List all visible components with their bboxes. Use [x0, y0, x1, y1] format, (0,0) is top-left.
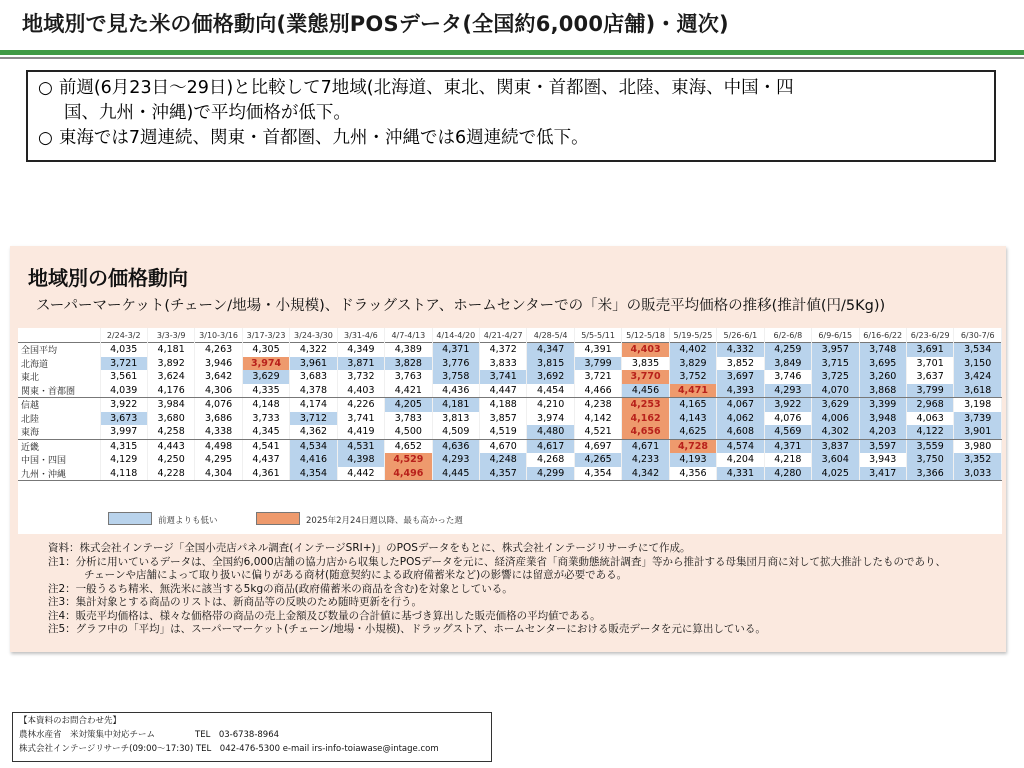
table-header-corner — [18, 328, 100, 343]
week-header: 5/12-5/18 — [622, 328, 669, 343]
week-header: 3/10-3/16 — [195, 328, 242, 343]
note-line: 注3：集計対象とする商品のリストは、新商品等の反映のため随時更新を行う。 — [48, 596, 422, 608]
price-cell: 4,148 — [242, 398, 289, 412]
price-cell: 3,534 — [954, 343, 1002, 357]
panel-title: 地域別の価格動向 — [28, 266, 188, 290]
price-cell: 4,670 — [480, 439, 527, 453]
price-cell: 4,437 — [242, 453, 289, 467]
price-cell: 4,447 — [480, 384, 527, 398]
price-cell: 3,673 — [100, 412, 147, 426]
price-cell: 3,833 — [480, 357, 527, 371]
price-cell: 4,210 — [527, 398, 574, 412]
price-cell: 3,604 — [812, 453, 859, 467]
note-line: 注2：一般うるち精米、無洗米に該当する5kgの商品(政府備蓄米の商品を含む)を対象としている。 — [48, 582, 513, 595]
table-row — [18, 370, 1002, 384]
legend-label-lower: 前週よりも低い — [158, 516, 218, 526]
week-header: 5/19-5/25 — [669, 328, 716, 343]
week-header: 6/30-7/6 — [954, 328, 1002, 343]
price-cell: 4,259 — [764, 343, 811, 357]
price-cell: 4,070 — [812, 384, 859, 398]
price-cell: 4,541 — [242, 439, 289, 453]
week-header: 4/28-5/4 — [527, 328, 574, 343]
summary-line-1: ○ 前週(6月23日～29日)と比較して7地域(北海道、東北、関東・首都圏、北陸、東海、中国・四 — [38, 78, 794, 98]
price-cell: 3,997 — [100, 425, 147, 439]
summary-line-1-cont: 国、九州・沖縄)で平均価格が低下。 — [64, 103, 351, 123]
price-cell: 3,686 — [195, 412, 242, 426]
price-cell: 4,608 — [717, 425, 764, 439]
region-label: 東北 — [18, 370, 100, 384]
price-cell: 4,118 — [100, 467, 147, 481]
price-cell: 4,636 — [432, 439, 479, 453]
region-label: 近畿 — [18, 439, 100, 453]
price-cell: 4,315 — [100, 439, 147, 453]
price-cell: 3,849 — [764, 357, 811, 371]
price-cell: 3,758 — [432, 370, 479, 384]
price-cell: 3,984 — [147, 398, 194, 412]
week-header: 6/23-6/29 — [906, 328, 953, 343]
price-cell: 3,725 — [812, 370, 859, 384]
price-cell: 3,892 — [147, 357, 194, 371]
price-cell: 3,857 — [480, 412, 527, 426]
price-cell: 4,122 — [906, 425, 953, 439]
price-cell: 4,162 — [622, 412, 669, 426]
price-cell: 3,597 — [859, 439, 906, 453]
title-rule-green — [0, 50, 1024, 55]
region-label: 北陸 — [18, 412, 100, 426]
price-cell: 4,371 — [432, 343, 479, 357]
price-cell: 4,188 — [480, 398, 527, 412]
price-cell: 4,403 — [337, 384, 384, 398]
table-row — [18, 384, 1002, 398]
contact-line-1: 農林水産省 米対策集中対応チーム TEL 03-6738-8964 — [19, 730, 280, 740]
price-cell: 4,305 — [242, 343, 289, 357]
price-cell: 4,331 — [717, 467, 764, 481]
price-cell: 4,436 — [432, 384, 479, 398]
price-cell: 3,721 — [574, 370, 621, 384]
region-label: 全国平均 — [18, 343, 100, 357]
note-line: 資料：株式会社インテージ「全国小売店パネル調査(インテージSRI+)」のPOSデータをもとに、株式会社インテージリサーチにて作成。 — [48, 542, 691, 554]
price-cell: 3,828 — [385, 357, 432, 371]
price-cell: 3,813 — [432, 412, 479, 426]
price-cell: 4,248 — [480, 453, 527, 467]
price-cell: 3,922 — [100, 398, 147, 412]
price-cell: 4,293 — [432, 453, 479, 467]
price-cell: 4,226 — [337, 398, 384, 412]
price-cell: 4,697 — [574, 439, 621, 453]
price-cell: 4,471 — [669, 384, 716, 398]
price-cell: 4,466 — [574, 384, 621, 398]
price-cell: 3,697 — [717, 370, 764, 384]
price-cell: 4,569 — [764, 425, 811, 439]
price-cell: 3,198 — [954, 398, 1002, 412]
panel-subtitle: スーパーマーケット(チェーン/地場・小規模)、ドラッグストア、ホームセンターでの「米」の販売平均価格の推移(推計値(円/5Kg)) — [36, 298, 886, 314]
price-cell: 4,443 — [147, 439, 194, 453]
week-header: 5/5-5/11 — [574, 328, 621, 343]
price-cell: 3,837 — [812, 439, 859, 453]
price-cell: 3,741 — [337, 412, 384, 426]
price-cell: 4,403 — [622, 343, 669, 357]
price-cell: 4,035 — [100, 343, 147, 357]
price-cell: 4,332 — [717, 343, 764, 357]
note-line: チェーンや店舗によって取り扱いに偏りがある商材(随意契約による政府備蓄米など)の影響には留意が必要である。 — [84, 569, 628, 581]
price-cell: 4,500 — [385, 425, 432, 439]
table-row — [18, 467, 1002, 481]
price-cell: 3,691 — [906, 343, 953, 357]
price-cell: 3,417 — [859, 467, 906, 481]
price-cell: 3,695 — [859, 357, 906, 371]
price-cell: 4,253 — [622, 398, 669, 412]
contact-box — [12, 712, 492, 762]
week-header: 3/31-4/6 — [337, 328, 384, 343]
price-cell: 4,205 — [385, 398, 432, 412]
region-label: 関東・首都圏 — [18, 384, 100, 398]
title-rule-gray — [0, 57, 1024, 59]
price-cell: 3,624 — [147, 370, 194, 384]
price-cell: 4,228 — [147, 467, 194, 481]
price-cell: 4,142 — [574, 412, 621, 426]
price-cell: 3,683 — [290, 370, 337, 384]
price-cell: 4,529 — [385, 453, 432, 467]
price-cell: 4,442 — [337, 467, 384, 481]
price-cell: 4,419 — [337, 425, 384, 439]
price-cell: 4,347 — [527, 343, 574, 357]
price-cell: 4,025 — [812, 467, 859, 481]
price-cell: 4,322 — [290, 343, 337, 357]
price-cell: 4,393 — [717, 384, 764, 398]
price-cell: 4,372 — [480, 343, 527, 357]
price-cell: 4,039 — [100, 384, 147, 398]
price-cell: 4,067 — [717, 398, 764, 412]
circle-bullet-icon: ○ — [38, 78, 53, 98]
price-cell: 4,480 — [527, 425, 574, 439]
price-cell: 3,366 — [906, 467, 953, 481]
table-row — [18, 412, 1002, 426]
price-cell: 3,799 — [574, 357, 621, 371]
price-cell: 3,770 — [622, 370, 669, 384]
price-cell: 4,268 — [527, 453, 574, 467]
price-cell: 4,391 — [574, 343, 621, 357]
price-cell: 3,692 — [527, 370, 574, 384]
price-cell: 4,263 — [195, 343, 242, 357]
price-cell: 3,943 — [859, 453, 906, 467]
week-header: 3/3-3/9 — [147, 328, 194, 343]
price-cell: 4,356 — [669, 467, 716, 481]
price-cell: 3,712 — [290, 412, 337, 426]
price-cell: 4,531 — [337, 439, 384, 453]
price-cell: 4,498 — [195, 439, 242, 453]
price-cell: 3,763 — [385, 370, 432, 384]
price-cell: 4,349 — [337, 343, 384, 357]
price-cell: 3,974 — [242, 357, 289, 371]
price-cell: 4,728 — [669, 439, 716, 453]
price-cell: 3,637 — [906, 370, 953, 384]
price-cell: 3,618 — [954, 384, 1002, 398]
price-cell: 3,946 — [195, 357, 242, 371]
price-cell: 3,835 — [622, 357, 669, 371]
contact-heading: 【本資料のお問合わせ先】 — [19, 716, 122, 726]
price-cell: 4,181 — [147, 343, 194, 357]
price-cell: 4,174 — [290, 398, 337, 412]
price-table — [18, 328, 1002, 481]
price-cell: 4,280 — [764, 467, 811, 481]
price-cell: 3,629 — [812, 398, 859, 412]
price-cell: 3,750 — [906, 453, 953, 467]
price-cell: 4,306 — [195, 384, 242, 398]
price-cell: 3,746 — [764, 370, 811, 384]
week-header: 5/26-6/1 — [717, 328, 764, 343]
price-cell: 3,783 — [385, 412, 432, 426]
price-cell: 4,076 — [195, 398, 242, 412]
price-cell: 3,721 — [100, 357, 147, 371]
price-cell: 3,868 — [859, 384, 906, 398]
table-header-row — [18, 328, 1002, 343]
price-cell: 4,416 — [290, 453, 337, 467]
price-cell: 4,258 — [147, 425, 194, 439]
price-cell: 4,176 — [147, 384, 194, 398]
price-cell: 3,948 — [859, 412, 906, 426]
price-cell: 3,260 — [859, 370, 906, 384]
price-cell: 3,629 — [242, 370, 289, 384]
price-cell: 4,656 — [622, 425, 669, 439]
price-cell: 4,295 — [195, 453, 242, 467]
price-cell: 4,652 — [385, 439, 432, 453]
price-cell: 4,238 — [574, 398, 621, 412]
price-cell: 3,974 — [527, 412, 574, 426]
price-cell: 4,165 — [669, 398, 716, 412]
price-cell: 3,871 — [337, 357, 384, 371]
price-cell: 4,454 — [527, 384, 574, 398]
price-cell: 3,815 — [527, 357, 574, 371]
price-cell: 4,304 — [195, 467, 242, 481]
price-cell: 4,342 — [622, 467, 669, 481]
price-cell: 3,776 — [432, 357, 479, 371]
price-cell: 4,421 — [385, 384, 432, 398]
price-cell: 4,521 — [574, 425, 621, 439]
price-cell: 3,922 — [764, 398, 811, 412]
price-cell: 3,852 — [717, 357, 764, 371]
table-row — [18, 425, 1002, 439]
table-row — [18, 343, 1002, 357]
page-title: 地域別で見た米の価格動向(業態別POSデータ(全国約6,000店舗)・週次) — [22, 12, 729, 36]
price-cell: 4,671 — [622, 439, 669, 453]
price-cell: 4,496 — [385, 467, 432, 481]
contact-line-2: 株式会社インテージリサーチ(09:00～17:30) TEL 042-476-5300 e-mail irs-info-toiawase@intage.com — [19, 744, 439, 754]
price-cell: 3,701 — [906, 357, 953, 371]
price-cell: 4,203 — [859, 425, 906, 439]
price-cell: 3,642 — [195, 370, 242, 384]
price-cell: 4,625 — [669, 425, 716, 439]
price-cell: 3,150 — [954, 357, 1002, 371]
price-cell: 4,354 — [290, 467, 337, 481]
price-cell: 4,193 — [669, 453, 716, 467]
legend-label-highest: 2025年2月24日週以降、最も高かった週 — [306, 516, 463, 526]
price-cell: 4,509 — [432, 425, 479, 439]
price-cell: 4,456 — [622, 384, 669, 398]
price-cell: 3,752 — [669, 370, 716, 384]
price-cell: 3,748 — [859, 343, 906, 357]
region-label: 信越 — [18, 398, 100, 412]
price-cell: 4,362 — [290, 425, 337, 439]
note-line: 注4：販売平均価格は、様々な価格帯の商品の売上金額及び数量の合計値に基づき算出した販売価格の平均値である。 — [48, 609, 601, 622]
price-cell: 4,204 — [717, 453, 764, 467]
price-cell: 4,389 — [385, 343, 432, 357]
week-header: 4/21-4/27 — [480, 328, 527, 343]
price-cell: 3,980 — [954, 439, 1002, 453]
price-cell: 4,361 — [242, 467, 289, 481]
price-cell: 3,033 — [954, 467, 1002, 481]
price-cell: 3,741 — [480, 370, 527, 384]
price-cell: 4,371 — [764, 439, 811, 453]
price-cell: 3,739 — [954, 412, 1002, 426]
price-cell: 3,799 — [906, 384, 953, 398]
price-cell: 4,354 — [574, 467, 621, 481]
price-cell: 4,617 — [527, 439, 574, 453]
price-cell: 3,901 — [954, 425, 1002, 439]
price-cell: 3,957 — [812, 343, 859, 357]
price-cell: 3,559 — [906, 439, 953, 453]
price-cell: 4,519 — [480, 425, 527, 439]
price-cell: 4,265 — [574, 453, 621, 467]
summary-box — [26, 70, 996, 162]
price-cell: 3,715 — [812, 357, 859, 371]
table-row — [18, 398, 1002, 412]
legend-swatch-highest — [256, 512, 300, 525]
week-header: 3/24-3/30 — [290, 328, 337, 343]
region-label: 北海道 — [18, 357, 100, 371]
note-line: 注1：分析に用いているデータは、全国約6,000店舗の協力店から収集したPOSデータを元に、経済産業省「商業動態統計調査」等から推計する母集団月商に対して拡大推計したものであり、 — [48, 555, 946, 568]
price-trend-panel — [10, 246, 1006, 652]
price-cell: 3,352 — [954, 453, 1002, 467]
legend-swatch-lower — [108, 512, 152, 525]
price-cell: 4,076 — [764, 412, 811, 426]
price-cell: 4,218 — [764, 453, 811, 467]
price-cell: 3,733 — [242, 412, 289, 426]
week-header: 6/16-6/22 — [859, 328, 906, 343]
price-cell: 3,732 — [337, 370, 384, 384]
price-cell: 4,445 — [432, 467, 479, 481]
price-cell: 4,402 — [669, 343, 716, 357]
notes-section — [48, 542, 998, 637]
price-cell: 3,399 — [859, 398, 906, 412]
region-label: 中国・四国 — [18, 453, 100, 467]
price-cell: 2,968 — [906, 398, 953, 412]
week-header: 3/17-3/23 — [242, 328, 289, 343]
price-cell: 3,680 — [147, 412, 194, 426]
week-header: 2/24-3/2 — [100, 328, 147, 343]
price-cell: 4,345 — [242, 425, 289, 439]
price-cell: 4,574 — [717, 439, 764, 453]
price-cell: 4,534 — [290, 439, 337, 453]
circle-bullet-icon: ○ — [38, 128, 53, 148]
table-row — [18, 439, 1002, 453]
week-header: 4/7-4/13 — [385, 328, 432, 343]
table-body — [18, 343, 1002, 481]
price-cell: 4,293 — [764, 384, 811, 398]
week-header: 6/2-6/8 — [764, 328, 811, 343]
price-cell: 4,006 — [812, 412, 859, 426]
price-cell: 4,378 — [290, 384, 337, 398]
price-cell: 4,062 — [717, 412, 764, 426]
price-cell: 4,250 — [147, 453, 194, 467]
price-cell: 4,338 — [195, 425, 242, 439]
week-header: 6/9-6/15 — [812, 328, 859, 343]
price-cell: 3,961 — [290, 357, 337, 371]
price-cell: 4,233 — [622, 453, 669, 467]
price-cell: 4,143 — [669, 412, 716, 426]
price-cell: 3,561 — [100, 370, 147, 384]
price-cell: 4,357 — [480, 467, 527, 481]
price-cell: 4,299 — [527, 467, 574, 481]
summary-line-2: ○ 東海では7週連続、関東・首都圏、九州・沖縄では6週連続で低下。 — [38, 128, 589, 148]
price-cell: 4,181 — [432, 398, 479, 412]
table-row — [18, 357, 1002, 371]
price-cell: 4,063 — [906, 412, 953, 426]
price-cell: 4,398 — [337, 453, 384, 467]
region-label: 東海 — [18, 425, 100, 439]
table-row — [18, 453, 1002, 467]
price-cell: 3,829 — [669, 357, 716, 371]
price-cell: 4,335 — [242, 384, 289, 398]
price-table-container — [18, 328, 1002, 534]
price-cell: 4,302 — [812, 425, 859, 439]
week-header: 4/14-4/20 — [432, 328, 479, 343]
region-label: 九州・沖縄 — [18, 467, 100, 481]
price-cell: 4,129 — [100, 453, 147, 467]
note-line: 注5：グラフ中の「平均」は、スーパーマーケット(チェーン/地場・小規模)、ドラッグストア、ホームセンターにおける販売データを元に算出している。 — [48, 623, 766, 635]
price-cell: 3,424 — [954, 370, 1002, 384]
